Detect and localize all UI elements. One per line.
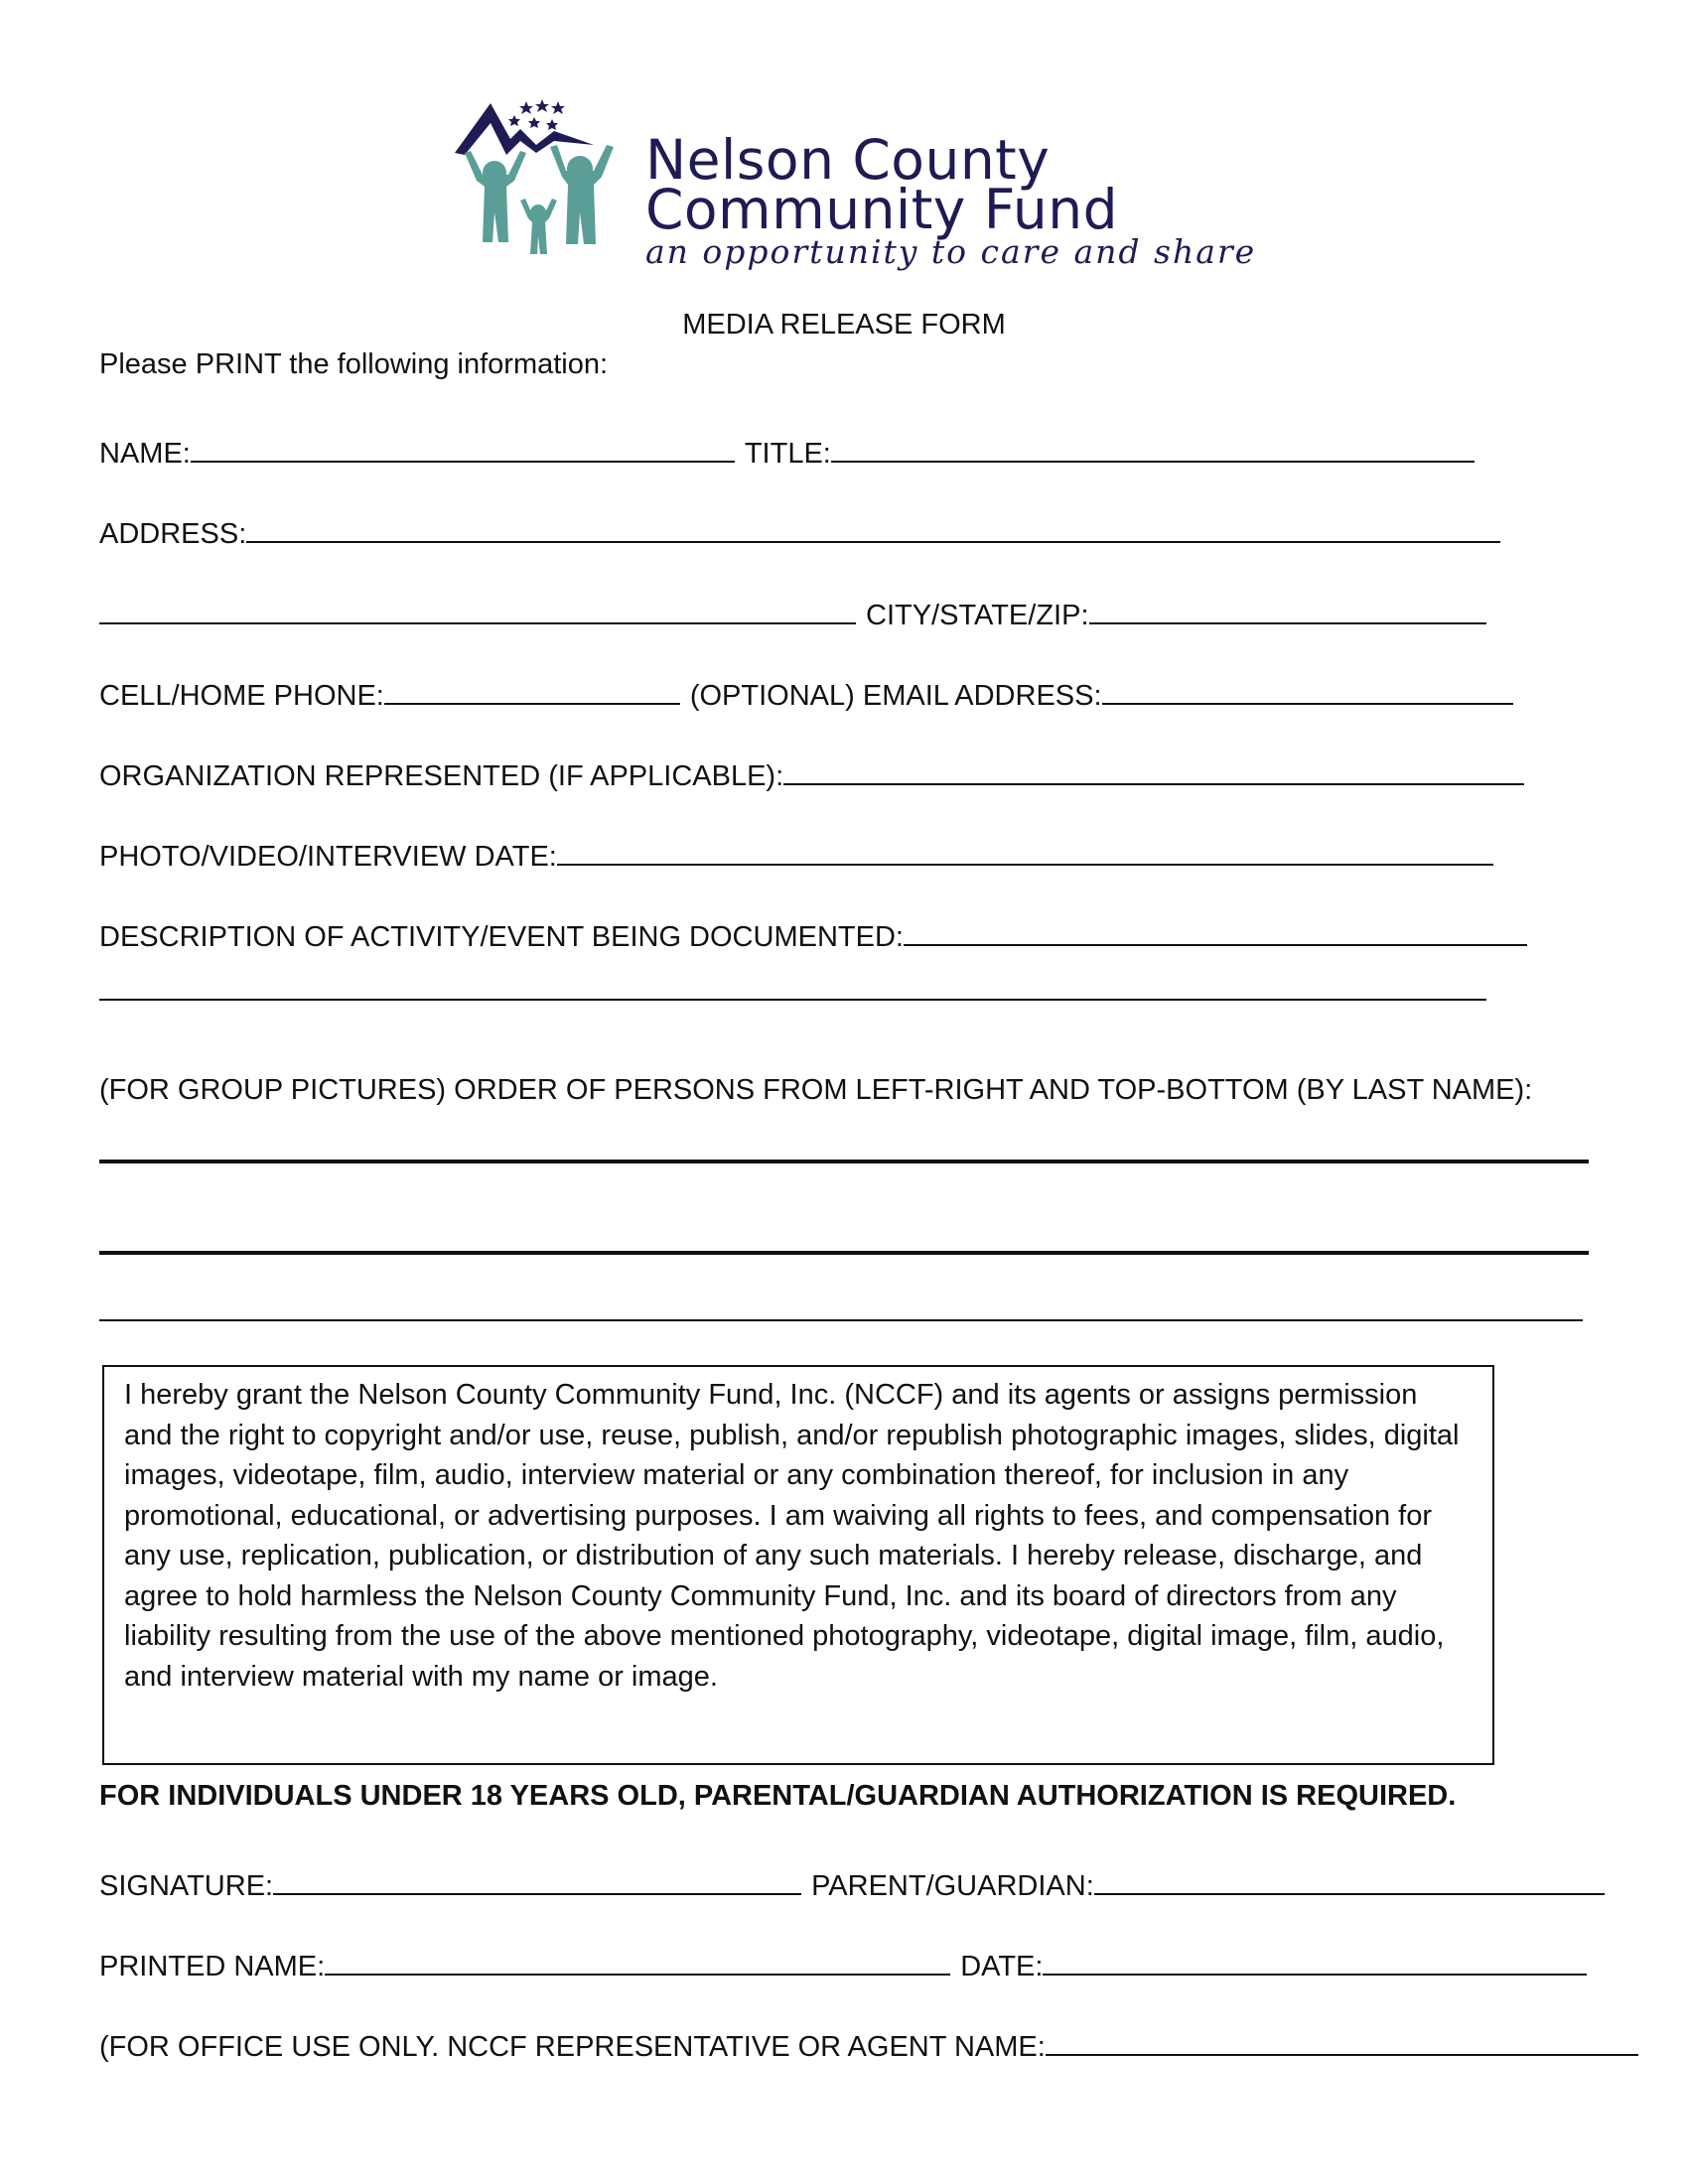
address-line2-row: [99, 591, 1486, 632]
name-title-row: [99, 429, 1475, 471]
email-label: (OPTIONAL) EMAIL ADDRESS:: [689, 680, 1102, 712]
organization-row: [99, 751, 1524, 793]
title-label: TITLE:: [744, 438, 831, 470]
logo-name-line1: Nelson County: [645, 128, 1051, 192]
release-statement-box: [102, 1365, 1494, 1765]
description-field-line2[interactable]: [99, 999, 1486, 1001]
instructions: Please PRINT the following information:: [99, 348, 609, 380]
signature-label: SIGNATURE:: [99, 1870, 274, 1902]
address-line2-field[interactable]: [99, 591, 856, 624]
date-row: [99, 832, 1493, 874]
signature-row: [99, 1861, 1605, 1903]
address-row: [99, 509, 1500, 551]
parent-guardian-label: PARENT/GUARDIAN:: [811, 1870, 1094, 1902]
signature-field[interactable]: [273, 1861, 801, 1895]
nccf-logo: [455, 95, 1257, 278]
city-state-zip-label: CITY/STATE/ZIP:: [866, 600, 1089, 631]
group-order-line3[interactable]: [99, 1319, 1583, 1321]
office-use-label: (FOR OFFICE USE ONLY. NCCF REPRESENTATIVE OR AGENT NAME:: [99, 2031, 1046, 2063]
organization-field[interactable]: [783, 751, 1524, 785]
office-use-row: [99, 2022, 1638, 2064]
form-title: MEDIA RELEASE FORM: [682, 309, 1006, 341]
printed-name-row: [99, 1942, 1587, 1983]
description-field[interactable]: [904, 912, 1527, 946]
phone-email-row: [99, 671, 1513, 713]
address-label: ADDRESS:: [99, 518, 247, 550]
family-mountain-icon: [455, 95, 643, 278]
address-field[interactable]: [246, 509, 1500, 543]
organization-label: ORGANIZATION REPRESENTED (IF APPLICABLE):: [99, 760, 784, 792]
minor-authorization-notice: FOR INDIVIDUALS UNDER 18 YEARS OLD, PARENTAL/GUARDIAN AUTHORIZATION IS REQUIRED.: [99, 1780, 1457, 1812]
media-date-field[interactable]: [557, 832, 1493, 866]
description-label: DESCRIPTION OF ACTIVITY/EVENT BEING DOCUMENTED:: [99, 921, 904, 953]
name-label: NAME:: [99, 438, 191, 470]
group-order-label: (FOR GROUP PICTURES) ORDER OF PERSONS FROM LEFT-RIGHT AND TOP-BOTTOM (BY LAST NAME):: [99, 1074, 1533, 1106]
media-date-label: PHOTO/VIDEO/INTERVIEW DATE:: [99, 841, 557, 873]
logo-tagline: an opportunity to care and share: [645, 232, 1257, 271]
email-field[interactable]: [1102, 671, 1513, 705]
printed-name-label: PRINTED NAME:: [99, 1951, 326, 1982]
phone-field[interactable]: [384, 671, 680, 705]
signature-date-label: DATE:: [960, 1951, 1044, 1982]
signature-date-field[interactable]: [1043, 1942, 1587, 1976]
city-state-zip-field[interactable]: [1089, 591, 1486, 624]
phone-label: CELL/HOME PHONE:: [99, 680, 384, 712]
logo-name-line2: Community Fund: [645, 178, 1119, 241]
release-statement-text: I hereby grant the Nelson County Community Fund, Inc. (NCCF) and its agents or assigns permission and the right to copyright and/or use, reuse, publish, and/or republish photographic images, slides, digital images, videotape, film, audio, interview material or any combination thereof, for inclusion in any promotional, educational, or advertising purposes. I am waiving all rights to fees, and compensation for any use, replication, publication, or distribution of any such materials. I hereby release, discharge, and agree to hold harmless the Nelson County Community Fund, Inc. and its board of directors from any liability resulting from the use of the above mentioned photography, videotape, digital image, film, audio, and interview material with my name or image.: [124, 1379, 1460, 1693]
group-order-line1[interactable]: [99, 1160, 1589, 1163]
parent-guardian-field[interactable]: [1094, 1861, 1605, 1895]
name-field[interactable]: [191, 429, 735, 463]
office-use-field[interactable]: [1046, 2022, 1638, 2056]
description-row: [99, 912, 1527, 954]
printed-name-field[interactable]: [325, 1942, 950, 1976]
title-field[interactable]: [831, 429, 1475, 463]
group-order-line2[interactable]: [99, 1251, 1589, 1255]
